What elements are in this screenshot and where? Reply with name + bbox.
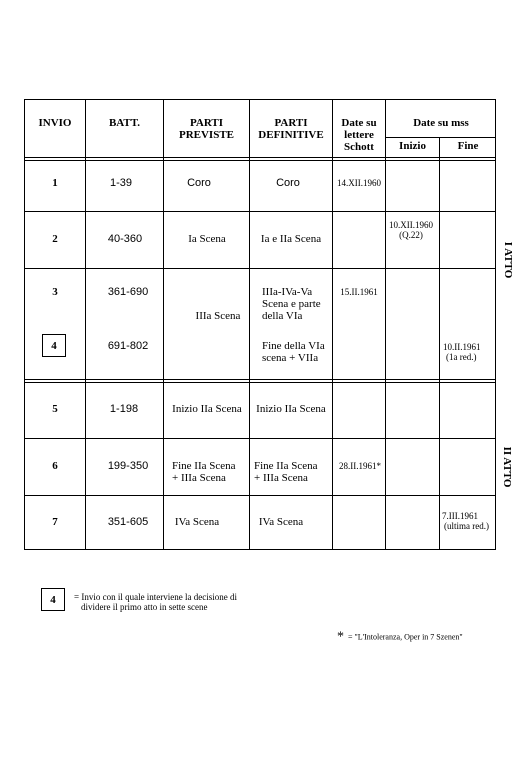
legend-text bbox=[74, 592, 237, 612]
side-label-atto-1: I ATTO bbox=[502, 241, 514, 279]
cell-invio: 6 bbox=[52, 460, 58, 472]
cell-batt: 691-802 bbox=[107, 340, 149, 352]
cell-definitive-line1: IIIa-IVa-Va bbox=[262, 286, 313, 298]
cell-lettere: 14.XII.1960 bbox=[337, 178, 381, 188]
cell-definitive-line1: Fine IIa Scena bbox=[254, 460, 318, 472]
header-date-lettere bbox=[333, 117, 385, 153]
cell-definitive bbox=[262, 340, 325, 364]
cell-inizio bbox=[386, 220, 436, 240]
cell-invio: 7 bbox=[52, 516, 58, 528]
cell-batt: 351-605 bbox=[107, 516, 149, 528]
cell-inizio-line2: (Q.22) bbox=[399, 230, 423, 240]
cell-invio: 3 bbox=[52, 286, 58, 298]
cell-definitive-line3: della VIa bbox=[262, 310, 303, 322]
cell-previste: Coro bbox=[187, 177, 211, 189]
cell-previste: IVa Scena bbox=[174, 516, 220, 528]
cell-batt: 1-198 bbox=[109, 403, 139, 415]
cell-fine bbox=[443, 342, 481, 362]
header-parti-previste-line1: PARTI bbox=[189, 117, 224, 129]
cell-batt: 361-690 bbox=[107, 286, 149, 298]
cell-previste bbox=[172, 460, 236, 484]
cell-definitive: IVa Scena bbox=[258, 516, 304, 528]
cell-previste-merged: IIIa Scena bbox=[195, 310, 241, 322]
header-fine: Fine bbox=[457, 140, 479, 152]
cell-batt: 199-350 bbox=[107, 460, 149, 472]
cell-definitive: Ia e IIa Scena bbox=[260, 233, 322, 245]
cell-definitive-line2: scena + VIIa bbox=[262, 352, 319, 364]
header-batt: BATT. bbox=[108, 117, 141, 129]
header-parti-previste bbox=[164, 117, 249, 141]
cell-fine-line1: 10.II.1961 bbox=[443, 342, 481, 352]
cell-lettere: 28.II.1961* bbox=[339, 461, 381, 471]
cell-previste: Inizio IIa Scena bbox=[172, 403, 242, 415]
legend-text-line1: = Invio con il quale interviene la decisione di bbox=[74, 592, 238, 602]
side-label-atto-2: II ATTO bbox=[501, 446, 513, 488]
header-date-lettere-line1: Date su bbox=[341, 117, 377, 129]
cell-invio: 1 bbox=[52, 177, 58, 189]
cell-batt: 40-360 bbox=[107, 233, 143, 245]
footnote bbox=[337, 628, 463, 646]
header-date-lettere-line3: Schott bbox=[344, 141, 374, 153]
cell-invio-boxed: 4 bbox=[42, 334, 66, 357]
header-parti-definitive bbox=[250, 117, 332, 141]
header-inizio: Inizio bbox=[399, 140, 426, 152]
cell-previste-line2: + IIIa Scena bbox=[172, 472, 226, 484]
cell-previste: Ia Scena bbox=[188, 233, 226, 245]
legend-text-line2: dividere il primo atto in sette scene bbox=[81, 602, 208, 612]
footnote-text: = "L'Intoleranza, Oper in 7 Szenen" bbox=[348, 632, 463, 642]
asterisk-icon: * bbox=[337, 629, 344, 645]
cell-fine-line2: (ultima red.) bbox=[444, 521, 489, 531]
cell-previste-line1: Fine IIa Scena bbox=[172, 460, 236, 472]
cell-fine-line2: (1a red.) bbox=[446, 352, 477, 362]
cell-definitive-line2: + IIIa Scena bbox=[254, 472, 308, 484]
cell-definitive-line1: Fine della VIa bbox=[262, 340, 325, 352]
header-parti-previste-line2: PREVISTE bbox=[178, 129, 235, 141]
header-invio: INVIO bbox=[38, 117, 72, 129]
header-date-mss: Date su mss bbox=[413, 117, 469, 129]
cell-lettere: 15.II.1961 bbox=[340, 287, 378, 297]
cell-invio: 2 bbox=[52, 233, 58, 245]
cell-definitive-line2: Scena e parte bbox=[262, 298, 321, 310]
header-parti-definitive-line2: DEFINITIVE bbox=[258, 129, 324, 141]
header-parti-definitive-line1: PARTI bbox=[274, 117, 308, 129]
cell-invio: 5 bbox=[52, 403, 58, 415]
cell-definitive bbox=[254, 460, 318, 484]
cell-definitive: Inizio IIa Scena bbox=[256, 403, 326, 415]
header-date-lettere-line2: lettere bbox=[344, 129, 374, 141]
cell-fine-line1: 7.III.1961 bbox=[442, 511, 478, 521]
legend-box: 4 bbox=[41, 588, 65, 611]
cell-batt: 1-39 bbox=[109, 177, 133, 189]
cell-fine bbox=[442, 511, 489, 531]
cell-inizio-line1: 10.XII.1960 bbox=[389, 220, 433, 230]
cell-definitive: Coro bbox=[276, 177, 300, 189]
cell-definitive bbox=[262, 286, 321, 322]
